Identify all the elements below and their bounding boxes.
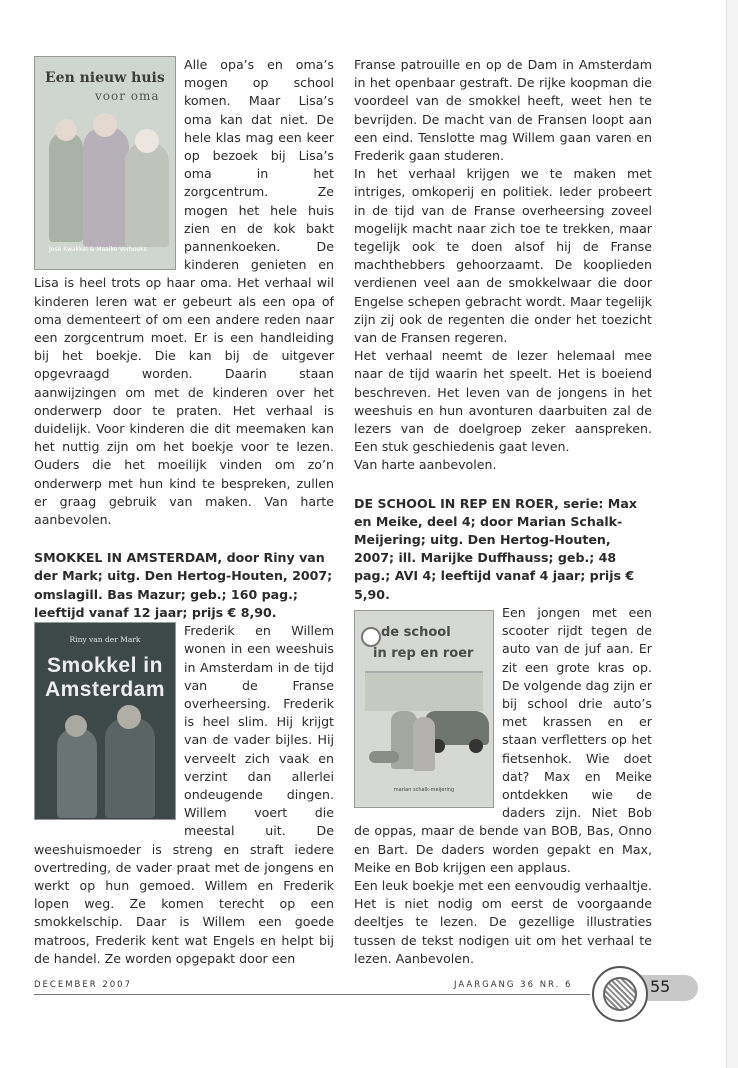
book-cover-smokkel-in-amsterdam [34,622,176,820]
review-text: Van harte aanbevolen. [354,457,497,473]
page-number: 55 [650,977,671,996]
cover-title-line1: de school [381,624,451,640]
cover-subtitle: voor oma [95,89,160,103]
review-text: Franse patrouille en op de Dam in Amsterdam in het openbaar gestraft. De rijke koopman die voordeel van de smokkel heeft, weet hen te bevrijden. De macht van de Fransen loopt aan een eind. Tenslotte mag Willem gaan varen en Frederik gaan studeren. [354,57,652,164]
review-text: Frederik en Willem wonen in een weeshuis in Amsterdam in de tijd van de Franse overheersing. Frederik is heel slim. Hij krijgt van de vader bijles. Hij verveelt zich vaak en verzint dan allerlei ondeugende dingen. Willem voert die meestal uit. De weeshuismoeder is streng en straft iedere overtreding, de vader praat met de jongens en werkt op hun gemoed. Willem en Frederik lopen weg. Ze komen terecht op een smokkelschip. Daar is Willem een goede matroos, Frederik kent wat Engels en helpt bij de handel. Ze worden opgepakt door een [34,623,334,966]
cover-authors: José Kwakkel & Maaike Verhoeks [49,245,147,253]
cover-title-line2: Amsterdam [44,678,166,702]
review-text: Alle opa’s en oma’s mogen op school komen. Maar Lisa’s oma kan dat niet. De hele klas mag een keer op bezoek bij Lisa’s oma in het zorgcentrum. Ze mogen het hele huis zien en de kok bakt pannenkoeken. De kinderen genieten en Lisa is heel trots op haar oma. Het verhaal wil kinderen leren wat er gebeurt als een opa of oma dementeert of om een andere reden naar een zorgcentrum moet. Er is een handleiding bij het boekje. Die kan bij de uitgever opgevraagd worden. Daarin staan aanwijzingen om met de kinderen over het onderwerp door te praten. Het verhaal is duidelijk. Voor kinderen die dit meemaken kan het nuttig zijn om het boekje voor te lezen. Ouders die het moeilijk vinden om zo’n onderwerp met hun kind te bespreken, zullen er graag gebruik van maken. Van harte aanbevolen. [34,57,334,528]
book-cover-de-school-in-rep-en-roer [354,610,494,808]
review-text: Een leuk boekje met een eenvoudig verhaaltje. Het is niet nodig om eerst de voorgaande deeltjes te lezen. De gezellige illustraties tussen de tekst nodigen uit om het verhaal te lezen. Aanbevolen. [354,877,653,966]
review-text: Een jongen met een scooter rijdt tegen de auto van de juf aan. Er zit een grote kras op. De volgende dag zijn er bij school drie auto’s met krassen en er staan verfletters op het fietsenhok. Wie doet dat? Max en Meike ontdekken wie de daders zijn. Niet Bob de oppas, maar de bende van BOB, Bas, Onno en Bart. De daders worden gepakt en Max, Meike en Bob krijgen een applaus. [354,604,652,875]
seal-icon [592,966,648,1022]
review-heading: SMOKKEL IN AMSTERDAM, door Riny van der Mark; uitg. Den Hertog-Houten, 2007; omslagill. Bas Mazur; geb.; 160 pag.; leeftijd vanaf 12 jaar; prijs € 8,90. [34,550,333,620]
cover-title: Een nieuw huis [45,70,165,86]
cover-author: Riny van der Mark [69,635,141,645]
review-heading: DE SCHOOL IN REP EN ROER, serie: Max en Meike, deel 4; door Marian Schalk-Meijering; uitg. Den Hertog-Houten, 2007; ill. Marijke Duffhauss; geb.; 48 pag.; AVI 4; leeftijd vanaf 4 jaar; prijs € 5,90. [354,495,637,602]
cover-title-line2: in rep en roer [373,645,474,661]
right-column [354,56,652,968]
series-badge-icon [361,627,381,647]
footer-rule [34,994,590,995]
footer-volume: JAARGANG 36 NR. 6 [454,980,573,990]
review-text: In het verhaal krijgen we te maken met intriges, omkoperij en politiek. Ieder probeert in de tijd van de Franse overheersing zoveel mogelijk macht naar zich toe te trekken, maar tegelijk ook te doen alsof hij de Franse machthebbers gehoorzaamt. De kooplieden verdienen veel aan de smokkelwaar die door Engelse schepen gebracht wordt. Maar tegelijk zijn zij ook de regenten die onder het toezicht van de Fransen regeren. [354,166,652,346]
cover-author: marian schalk-meijering [393,786,455,793]
footer-date: DECEMBER 2007 [34,980,132,990]
page-edge [726,0,738,1068]
left-column [34,56,334,968]
book-cover-een-nieuw-huis [34,56,176,270]
review-text: Het verhaal neemt de lezer helemaal mee naar de tijd waarin het speelt. Het is boeiend beschreven. Het leven van de jongens in het weeshuis en hun avonturen daarbuiten zal de lezers van de doelgroep zeker aanspreken. Een stuk geschiedenis gaat leven. [354,348,652,455]
cover-title-line1: Smokkel in [47,654,163,678]
